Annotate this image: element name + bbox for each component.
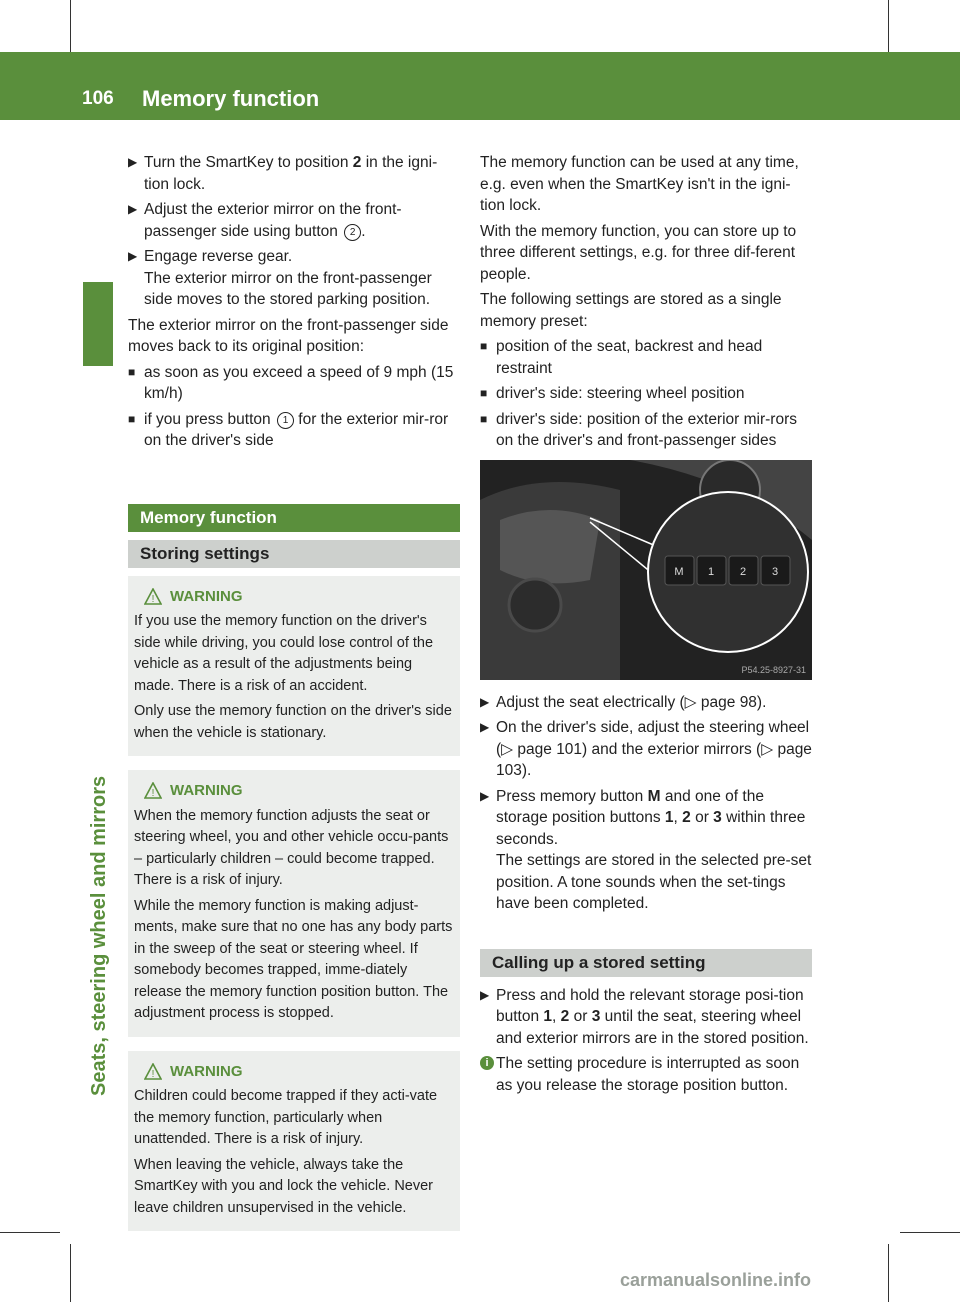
bullet-icon: ■: [480, 411, 488, 426]
button-2-symbol-icon: 2: [344, 224, 361, 241]
warning-box: [128, 576, 460, 757]
instruction-step: ▶ Press memory button M and one of the storage position buttons 1, 2 or 3 within three seconds. The settings are stored in the selected pre-set position. A tone sounds when the set-tings have been completed.: [480, 787, 812, 912]
watermark: carmanualsonline.info: [620, 1270, 812, 1290]
crop-mark: [70, 1244, 71, 1302]
list-item: ■ if you press button 1 for the exterior mir-ror on the driver's side: [128, 410, 449, 449]
side-chapter-title: Seats, steering wheel and mirrors: [88, 775, 110, 1096]
svg-text:!: !: [151, 788, 155, 800]
step-arrow-icon: ▶: [128, 202, 138, 216]
step-arrow-icon: ▶: [480, 987, 490, 1002]
crop-mark: [900, 1232, 960, 1233]
info-note: i The setting procedure is interrupted as soon as you release the storage position button.: [480, 1053, 812, 1096]
paragraph: With the memory function, you can store up to three different settings, e.g. for three dif-ferent people.: [480, 222, 797, 283]
warning-text: If you use the memory function on the driver's side while driving, you could lose control of the vehicle as a result of the adjustments being made. There is a risk of an accident.: [134, 613, 434, 694]
list-item: ■ driver's side: position of the exterior mir-rors on the driver's and front-passenger sides: [480, 410, 798, 449]
page-ref-icon: ▷: [684, 693, 697, 711]
warning-label: WARNING: [170, 1062, 243, 1080]
page-number: 106: [82, 88, 114, 109]
list-item: ■ driver's side: steering wheel position: [480, 383, 812, 405]
svg-text:!: !: [151, 593, 155, 605]
warning-text: While the memory function is making adjust-ments, make sure that no one has any body parts in the sweep of the seat or steering wheel. If somebody becomes trapped, imme-diately release the memory function position button. The adjustment process is stopped.: [134, 897, 453, 1021]
subsection-heading: Storing settings: [128, 540, 460, 568]
svg-text:!: !: [151, 1068, 155, 1080]
memory-button-m: M: [674, 565, 684, 578]
memory-button-1: 1: [707, 565, 715, 578]
list-item: ■ position of the seat, backrest and head restraint: [480, 338, 763, 377]
crop-mark: [0, 1232, 60, 1233]
paragraph: The memory function can be used at any time, e.g. even when the SmartKey isn't in the igni-tion lock.: [480, 154, 799, 214]
page-ref-icon: ▷: [501, 740, 514, 758]
warning-box: [128, 1051, 460, 1232]
list-item: ■ as soon as you exceed a speed of 9 mph (15 km/h): [128, 363, 454, 402]
warning-text: Only use the memory function on the driver's side when the vehicle is stationary.: [134, 703, 452, 741]
section-heading: Memory function: [128, 504, 460, 532]
left-column: [128, 152, 460, 1231]
warning-text: When the memory function adjusts the seat or steering wheel, you and other vehicle occu-pants – particularly children – could become trapped. There is a risk of injury.: [134, 807, 449, 888]
warning-text: When leaving the vehicle, always take the SmartKey with you and lock the vehicle. Never leave children unsupervised in the vehicle.: [134, 1156, 433, 1216]
warning-box: [128, 770, 460, 1037]
crop-mark: [70, 0, 71, 60]
page-ref-icon: ▷: [761, 740, 774, 758]
warning-label: WARNING: [170, 587, 243, 605]
warning-triangle-icon: [144, 588, 162, 605]
bullet-icon: ■: [480, 339, 488, 353]
page-title: Memory function: [142, 86, 320, 111]
warning-triangle-icon: [144, 1063, 162, 1080]
step-arrow-icon: ▶: [480, 788, 490, 803]
warning-triangle-icon: [144, 782, 162, 799]
step-arrow-icon: ▶: [480, 694, 490, 709]
memory-button-2: 2: [739, 565, 747, 578]
instruction-step: ▶ On the driver's side, adjust the steering wheel (▷ page 101) and the exterior mirrors (▷ page 103).: [480, 719, 812, 779]
warning-label: WARNING: [170, 782, 243, 799]
step-arrow-icon: ▶: [128, 249, 138, 263]
memory-buttons-photo: [480, 460, 812, 680]
instruction-step: ▶ Press and hold the relevant storage posi-tion button 1, 2 or 3 until the seat, steering wheel and exterior mirrors are in the stored position.: [480, 986, 809, 1047]
crop-mark: [888, 1244, 889, 1302]
bullet-icon: ■: [128, 364, 136, 379]
paragraph: The following settings are stored as a single memory preset:: [480, 291, 782, 330]
photo-code: P54.25-8927-31: [741, 664, 806, 675]
instruction-step: ▶ Turn the SmartKey to position 2 in the igni-tion lock.: [128, 154, 438, 193]
instruction-step: ▶ Engage reverse gear. The exterior mirror on the front-passenger side moves to the stored parking position.: [128, 248, 432, 308]
right-column: [480, 152, 812, 1096]
instruction-step: ▶ Adjust the exterior mirror on the front-passenger side using button 2 .: [128, 201, 402, 240]
instruction-step: ▶ Adjust the seat electrically (▷ page 98).: [480, 692, 812, 714]
memory-button-3: 3: [771, 565, 779, 578]
step-arrow-icon: ▶: [480, 720, 490, 734]
warning-text: Children could become trapped if they acti-vate the memory function, particularly when unattended. There is a risk of injury.: [134, 1088, 438, 1147]
door-panel-illustration: [480, 460, 812, 680]
subsection-heading: Calling up a stored setting: [480, 949, 812, 977]
bullet-icon: ■: [128, 411, 136, 426]
button-1-symbol-icon: 1: [277, 412, 294, 429]
info-icon: i: [480, 1056, 494, 1070]
bullet-icon: ■: [480, 386, 488, 400]
crop-mark: [888, 0, 889, 60]
step-arrow-icon: ▶: [128, 155, 138, 169]
paragraph: The exterior mirror on the front-passenger side moves back to its original position:: [128, 316, 449, 355]
side-tab: [83, 282, 113, 366]
